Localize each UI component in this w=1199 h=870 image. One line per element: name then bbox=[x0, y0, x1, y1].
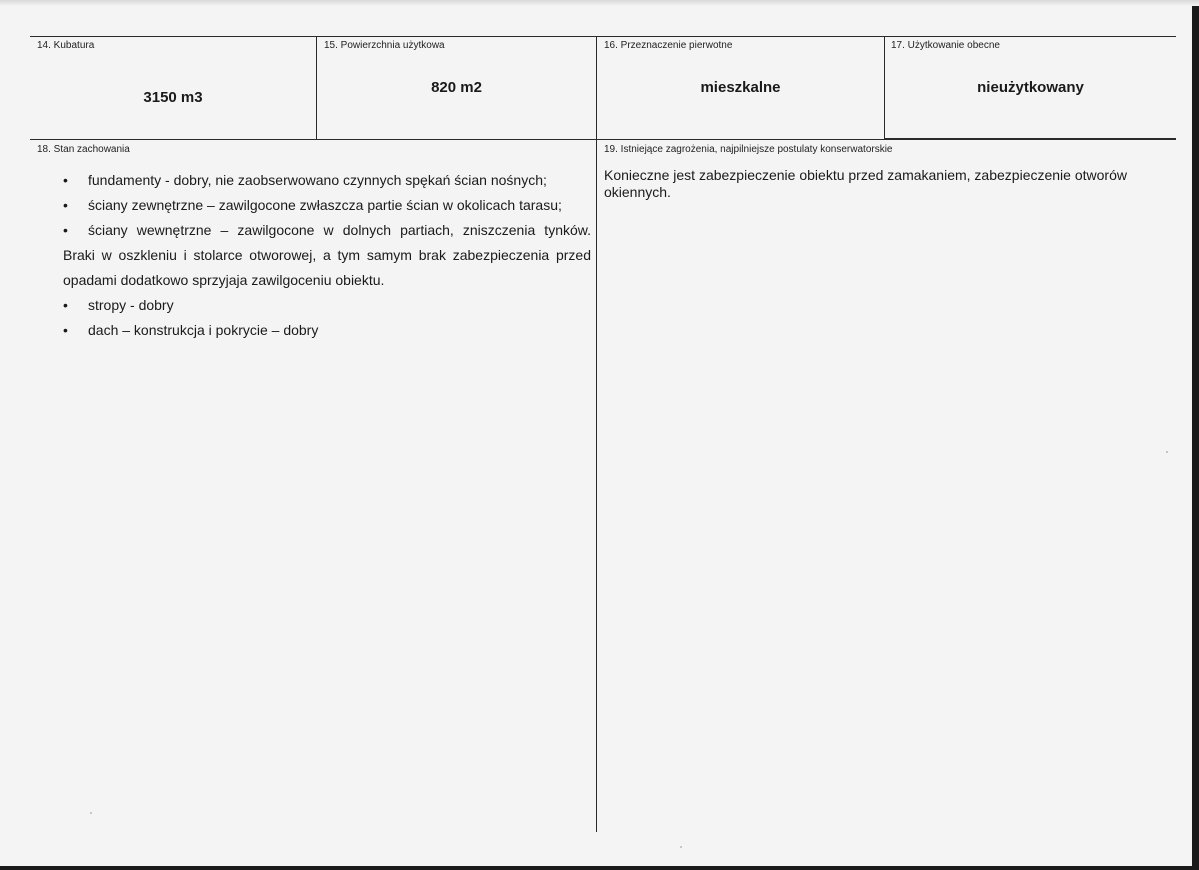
kubatura-label: 14. Kubatura bbox=[37, 40, 95, 51]
zagrozenia-text: Konieczne jest zabezpieczenie obiektu przed zamakaniem, zabezpieczenie otworów okiennych. bbox=[604, 167, 1127, 200]
paragraph-line: opadami dodatkowo sprzyjaja zawilgoceniu obiektu. bbox=[63, 272, 385, 288]
list-item-text: ściany wewnętrzne – zawilgocone w dolnych partiach, zniszczenia tynków. bbox=[88, 222, 591, 238]
scan-speck bbox=[680, 846, 682, 848]
powierzchnia-value: 820 m2 bbox=[431, 79, 482, 96]
list-item bbox=[63, 293, 591, 318]
table-top-rule bbox=[30, 36, 1176, 37]
scan-edge bbox=[0, 0, 1199, 6]
przeznaczenie-value: mieszkalne bbox=[700, 79, 781, 96]
list-item-text: ściany zewnętrzne – zawilgocone zwłaszcza partie ścian w okolicach tarasu; bbox=[88, 197, 562, 213]
list-item-text: fundamenty - dobry, nie zaobserwowano czynnych spękań ścian nośnych; bbox=[88, 172, 547, 188]
list-item bbox=[63, 168, 591, 193]
column-divider-main bbox=[596, 36, 597, 832]
paragraph-line: Braki w oszkleniu i stolarce otworowej, a tym samym brak zabezpieczenia przed bbox=[63, 247, 591, 263]
stan-zachowania-label: 18. Stan zachowania bbox=[37, 144, 130, 155]
bullet-icon: • bbox=[63, 297, 68, 313]
list-item-text: dach – konstrukcja i pokrycie – dobry bbox=[88, 322, 319, 338]
list-item bbox=[63, 218, 591, 243]
bullet-icon: • bbox=[63, 222, 68, 238]
list-item bbox=[63, 318, 591, 343]
przeznaczenie-label: 16. Przeznaczenie pierwotne bbox=[604, 40, 733, 51]
list-item bbox=[63, 193, 591, 218]
bullet-icon: • bbox=[63, 172, 68, 188]
bullet-icon: • bbox=[63, 197, 68, 213]
table-row-divider bbox=[30, 139, 1176, 140]
zagrozenia-label: 19. Istniejące zagrożenia, najpilniejsze postulaty konserwatorskie bbox=[604, 144, 893, 155]
bullet-icon: • bbox=[63, 322, 68, 338]
table-row-divider-right bbox=[885, 138, 1176, 139]
uzytkowanie-value: nieużytkowany bbox=[977, 79, 1084, 96]
stan-zachowania-content bbox=[63, 168, 591, 343]
list-item-text: stropy - dobry bbox=[88, 297, 174, 313]
powierzchnia-label: 15. Powierzchnia użytkowa bbox=[324, 40, 445, 51]
scan-speck bbox=[1166, 451, 1168, 453]
scan-speck bbox=[90, 812, 92, 814]
uzytkowanie-label: 17. Użytkowanie obecne bbox=[891, 40, 1000, 51]
kubatura-value: 3150 m3 bbox=[143, 89, 203, 106]
